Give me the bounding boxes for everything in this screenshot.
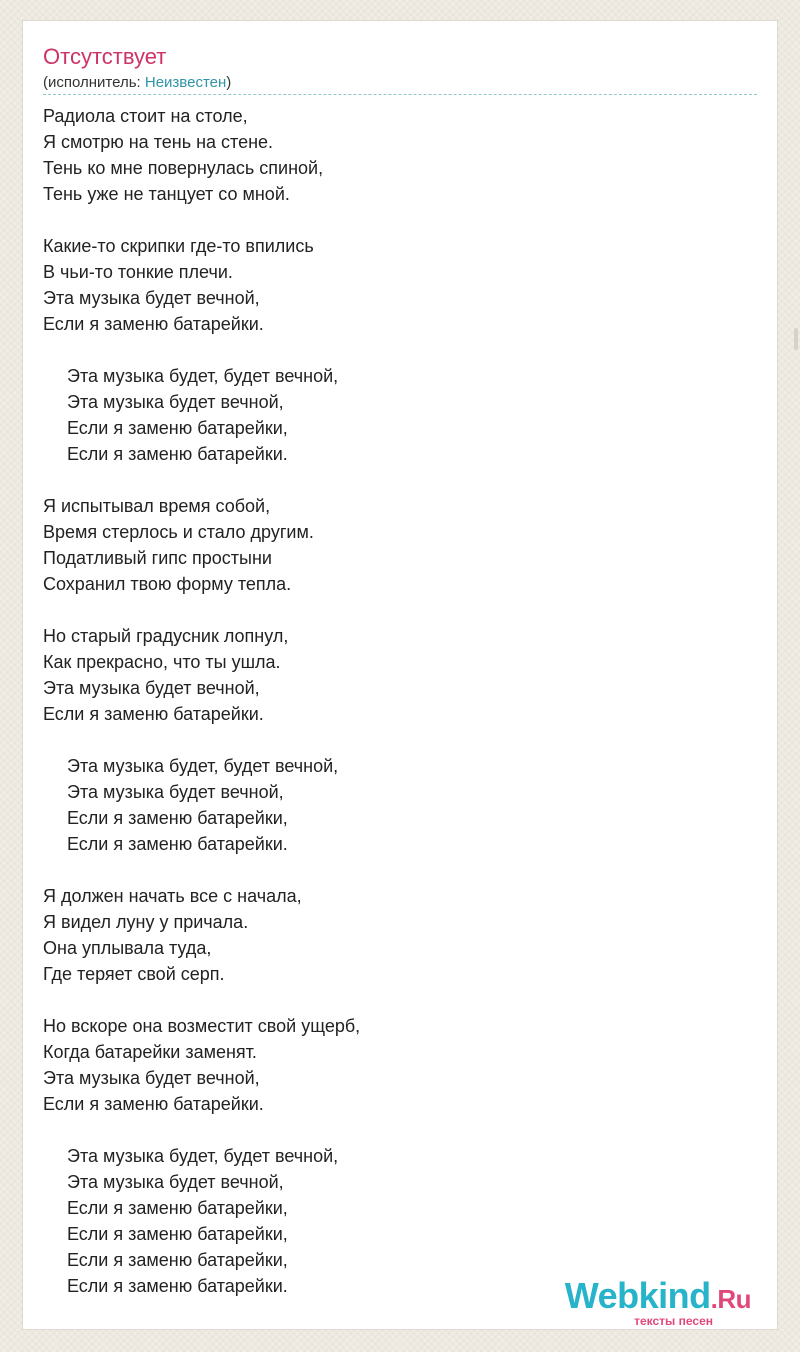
- lyric-line: Эта музыка будет, будет вечной,: [67, 1146, 339, 1166]
- artist-prefix: (исполнитель:: [43, 74, 145, 91]
- lyric-line: Если я заменю батарейки.: [43, 704, 264, 724]
- lyric-line: Эта музыка будет, будет вечной,: [67, 756, 339, 776]
- stanza-gap: [43, 337, 360, 363]
- stanza-gap: [43, 727, 360, 753]
- lyric-line: Я должен начать все с начала,: [43, 886, 302, 906]
- lyric-line: Если я заменю батарейки.: [67, 834, 288, 854]
- stanza-gap: [43, 987, 360, 1013]
- lyric-line: Если я заменю батарейки,: [67, 1224, 288, 1244]
- lyric-line: Если я заменю батарейки.: [43, 314, 264, 334]
- lyric-line: В чьи-то тонкие плечи.: [43, 262, 233, 282]
- lyric-line: Эта музыка будет вечной,: [43, 678, 260, 698]
- lyric-line: Если я заменю батарейки.: [43, 1094, 264, 1114]
- lyric-line: Эта музыка будет вечной,: [43, 288, 260, 308]
- lyric-line: Время стерлось и стало другим.: [43, 522, 314, 542]
- artist-line: [43, 73, 231, 93]
- lyric-line: Но вскоре она возместит свой ущерб,: [43, 1016, 361, 1036]
- stanza-gap: [43, 467, 360, 493]
- lyric-line: Если я заменю батарейки.: [67, 444, 288, 464]
- lyric-line: Когда батарейки заменят.: [43, 1042, 257, 1062]
- stanza-gap: [43, 597, 360, 623]
- lyric-line: Если я заменю батарейки,: [67, 418, 288, 438]
- logo-brand: Webkind: [564, 1275, 711, 1316]
- lyric-line: Если я заменю батарейки,: [67, 1250, 288, 1270]
- lyric-line: Эта музыка будет вечной,: [67, 392, 284, 412]
- logo-tld: .Ru: [710, 1284, 751, 1314]
- lyric-line: Я смотрю на тень на стене.: [43, 132, 274, 152]
- lyric-line: Как прекрасно, что ты ушла.: [43, 652, 281, 672]
- lyric-line: Если я заменю батарейки,: [67, 808, 288, 828]
- lyric-line: Тень уже не танцует со мной.: [43, 184, 290, 204]
- logo-wordmark: [564, 1275, 751, 1317]
- lyric-line: Эта музыка будет вечной,: [67, 782, 284, 802]
- lyric-line: Эта музыка будет вечной,: [67, 1172, 284, 1192]
- lyric-line: Радиола стоит на столе,: [43, 106, 248, 126]
- lyric-line: Сохранил твою форму тепла.: [43, 574, 292, 594]
- stanza-gap: [43, 207, 360, 233]
- lyric-line: Тень ко мне повернулась спиной,: [43, 158, 324, 178]
- lyric-line: Податливый гипс простыни: [43, 548, 272, 568]
- lyrics-card: [22, 20, 778, 1330]
- webkind-logo[interactable]: [564, 1275, 751, 1328]
- lyrics-text: [43, 103, 360, 1299]
- lyric-line: Где теряет свой серп.: [43, 964, 225, 984]
- stanza-gap: [43, 857, 360, 883]
- logo-tagline: тексты песен: [634, 1314, 713, 1328]
- lyric-line: Она уплывала туда,: [43, 938, 212, 958]
- lyric-line: Эта музыка будет, будет вечной,: [67, 366, 339, 386]
- lyric-line: Я видел луну у причала.: [43, 912, 249, 932]
- song-title: Отсутствует: [43, 44, 167, 69]
- artist-link[interactable]: Неизвестен: [144, 74, 227, 91]
- lyric-line: Но старый градусник лопнул,: [43, 626, 289, 646]
- lyric-line: Если я заменю батарейки,: [67, 1198, 288, 1218]
- lyric-line: Если я заменю батарейки.: [67, 1276, 288, 1296]
- stanza-gap: [43, 1117, 360, 1143]
- lyric-line: Эта музыка будет вечной,: [43, 1068, 260, 1088]
- scroll-marker: [794, 328, 798, 350]
- title-divider: [43, 94, 757, 95]
- artist-suffix: ): [226, 74, 232, 91]
- lyric-line: Я испытывал время собой,: [43, 496, 271, 516]
- lyric-line: Какие-то скрипки где-то впились: [43, 236, 314, 256]
